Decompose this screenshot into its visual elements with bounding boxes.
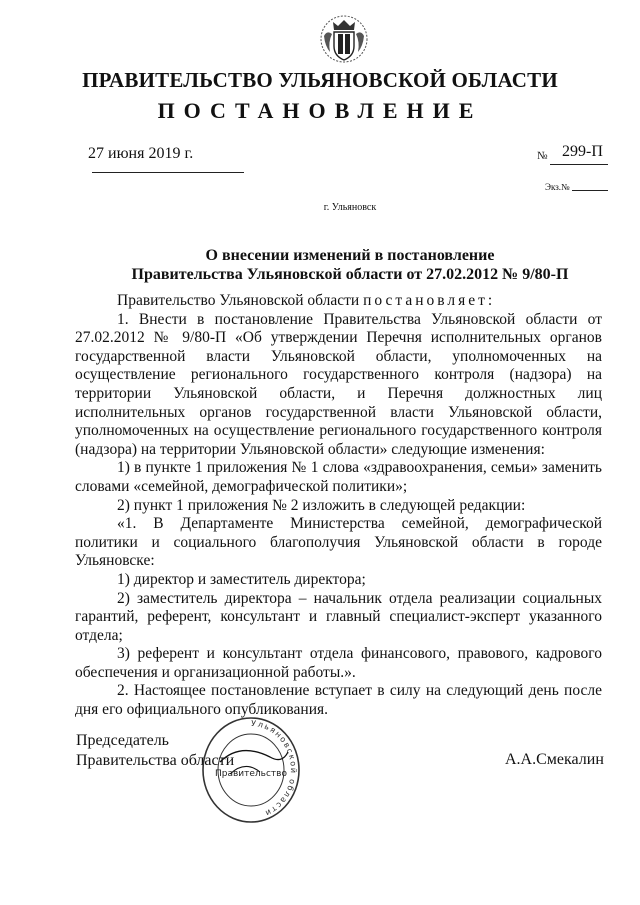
city: г. Ульяновск [323, 202, 377, 213]
document-date: 27 июня 2019 г. [88, 145, 194, 162]
government-title: ПРАВИТЕЛЬСТВО УЛЬЯНОВСКОЙ ОБЛАСТИ [82, 68, 558, 92]
document-type: ПОСТАНОВЛЕНИЕ [157, 98, 483, 123]
date-underline [92, 172, 244, 173]
subject-line: О внесении изменений в постановление [205, 247, 495, 264]
document-body [75, 292, 602, 720]
body-paragraph: 1. Внести в постановление Правительства Ульяновской области от 27.02.2012 № 9/80-П «Об утверждении Перечня исполнительных органов государственной власти Ульяновской области, уполномоченных на осуществление регионального государственного контроля (надзора) на территории Ульяновской области, и Перечня должностных лиц исполнительных органов государственной власти Ульяновской области, уполномоченных на осуществление регионального государственного контроля (надзора) на территории Ульяновской области» следующие изменения: [75, 310, 602, 458]
body-paragraph: 2) пункт 1 приложения № 2 изложить в следующей редакции: [117, 496, 526, 514]
number-sign: № [537, 150, 548, 162]
body-paragraph: «1. В Департаменте Министерства семейной, демографической политики и социального благополучия Ульяновской области в городе Ульяновске: [75, 515, 602, 570]
subject-line: Правительства Ульяновской области от 27.02.2012 № 9/80-П [131, 266, 569, 283]
body-paragraph: 2) заместитель директора – начальник отдела реализации социальных гарантий, референт, консультант и главный специалист-эксперт указанного отдела; [75, 589, 602, 644]
intro-prefix: Правительство Ульяновской области [117, 292, 360, 309]
stamp-ring-text: Ульяновской области [250, 718, 299, 819]
official-stamp-icon [200, 712, 302, 824]
signatory-name: А.А.Смекалин [505, 751, 604, 768]
body-paragraph: 2. Настоящее постановление вступает в силу на следующий день после дня его официального опубликования. [75, 682, 602, 719]
coat-of-arms-icon [318, 12, 370, 64]
document-number: 299-П [562, 143, 603, 160]
copy-number-underline [572, 190, 608, 191]
intro-paragraph [75, 292, 602, 311]
signatory-title-line: Правительства области [76, 752, 235, 769]
signatory-title-line: Председатель [76, 732, 169, 749]
body-paragraph: 1) директор и заместитель директора; [117, 570, 366, 588]
body-paragraph: 1) в пункте 1 приложения № 1 слова «здравоохранения, семьи» заменить словами «семейной, демографической политики»; [75, 459, 602, 495]
body-paragraph: 3) референт и консультант отдела финансового, правового, кадрового обеспечения и организационной работы.». [75, 645, 602, 681]
intro-verb: постановляет: [363, 292, 496, 309]
stamp-center-text: Правительство [215, 769, 287, 779]
document-subject [0, 246, 640, 284]
number-underline [550, 164, 608, 165]
copy-number-label: Экз.№ [545, 182, 570, 192]
